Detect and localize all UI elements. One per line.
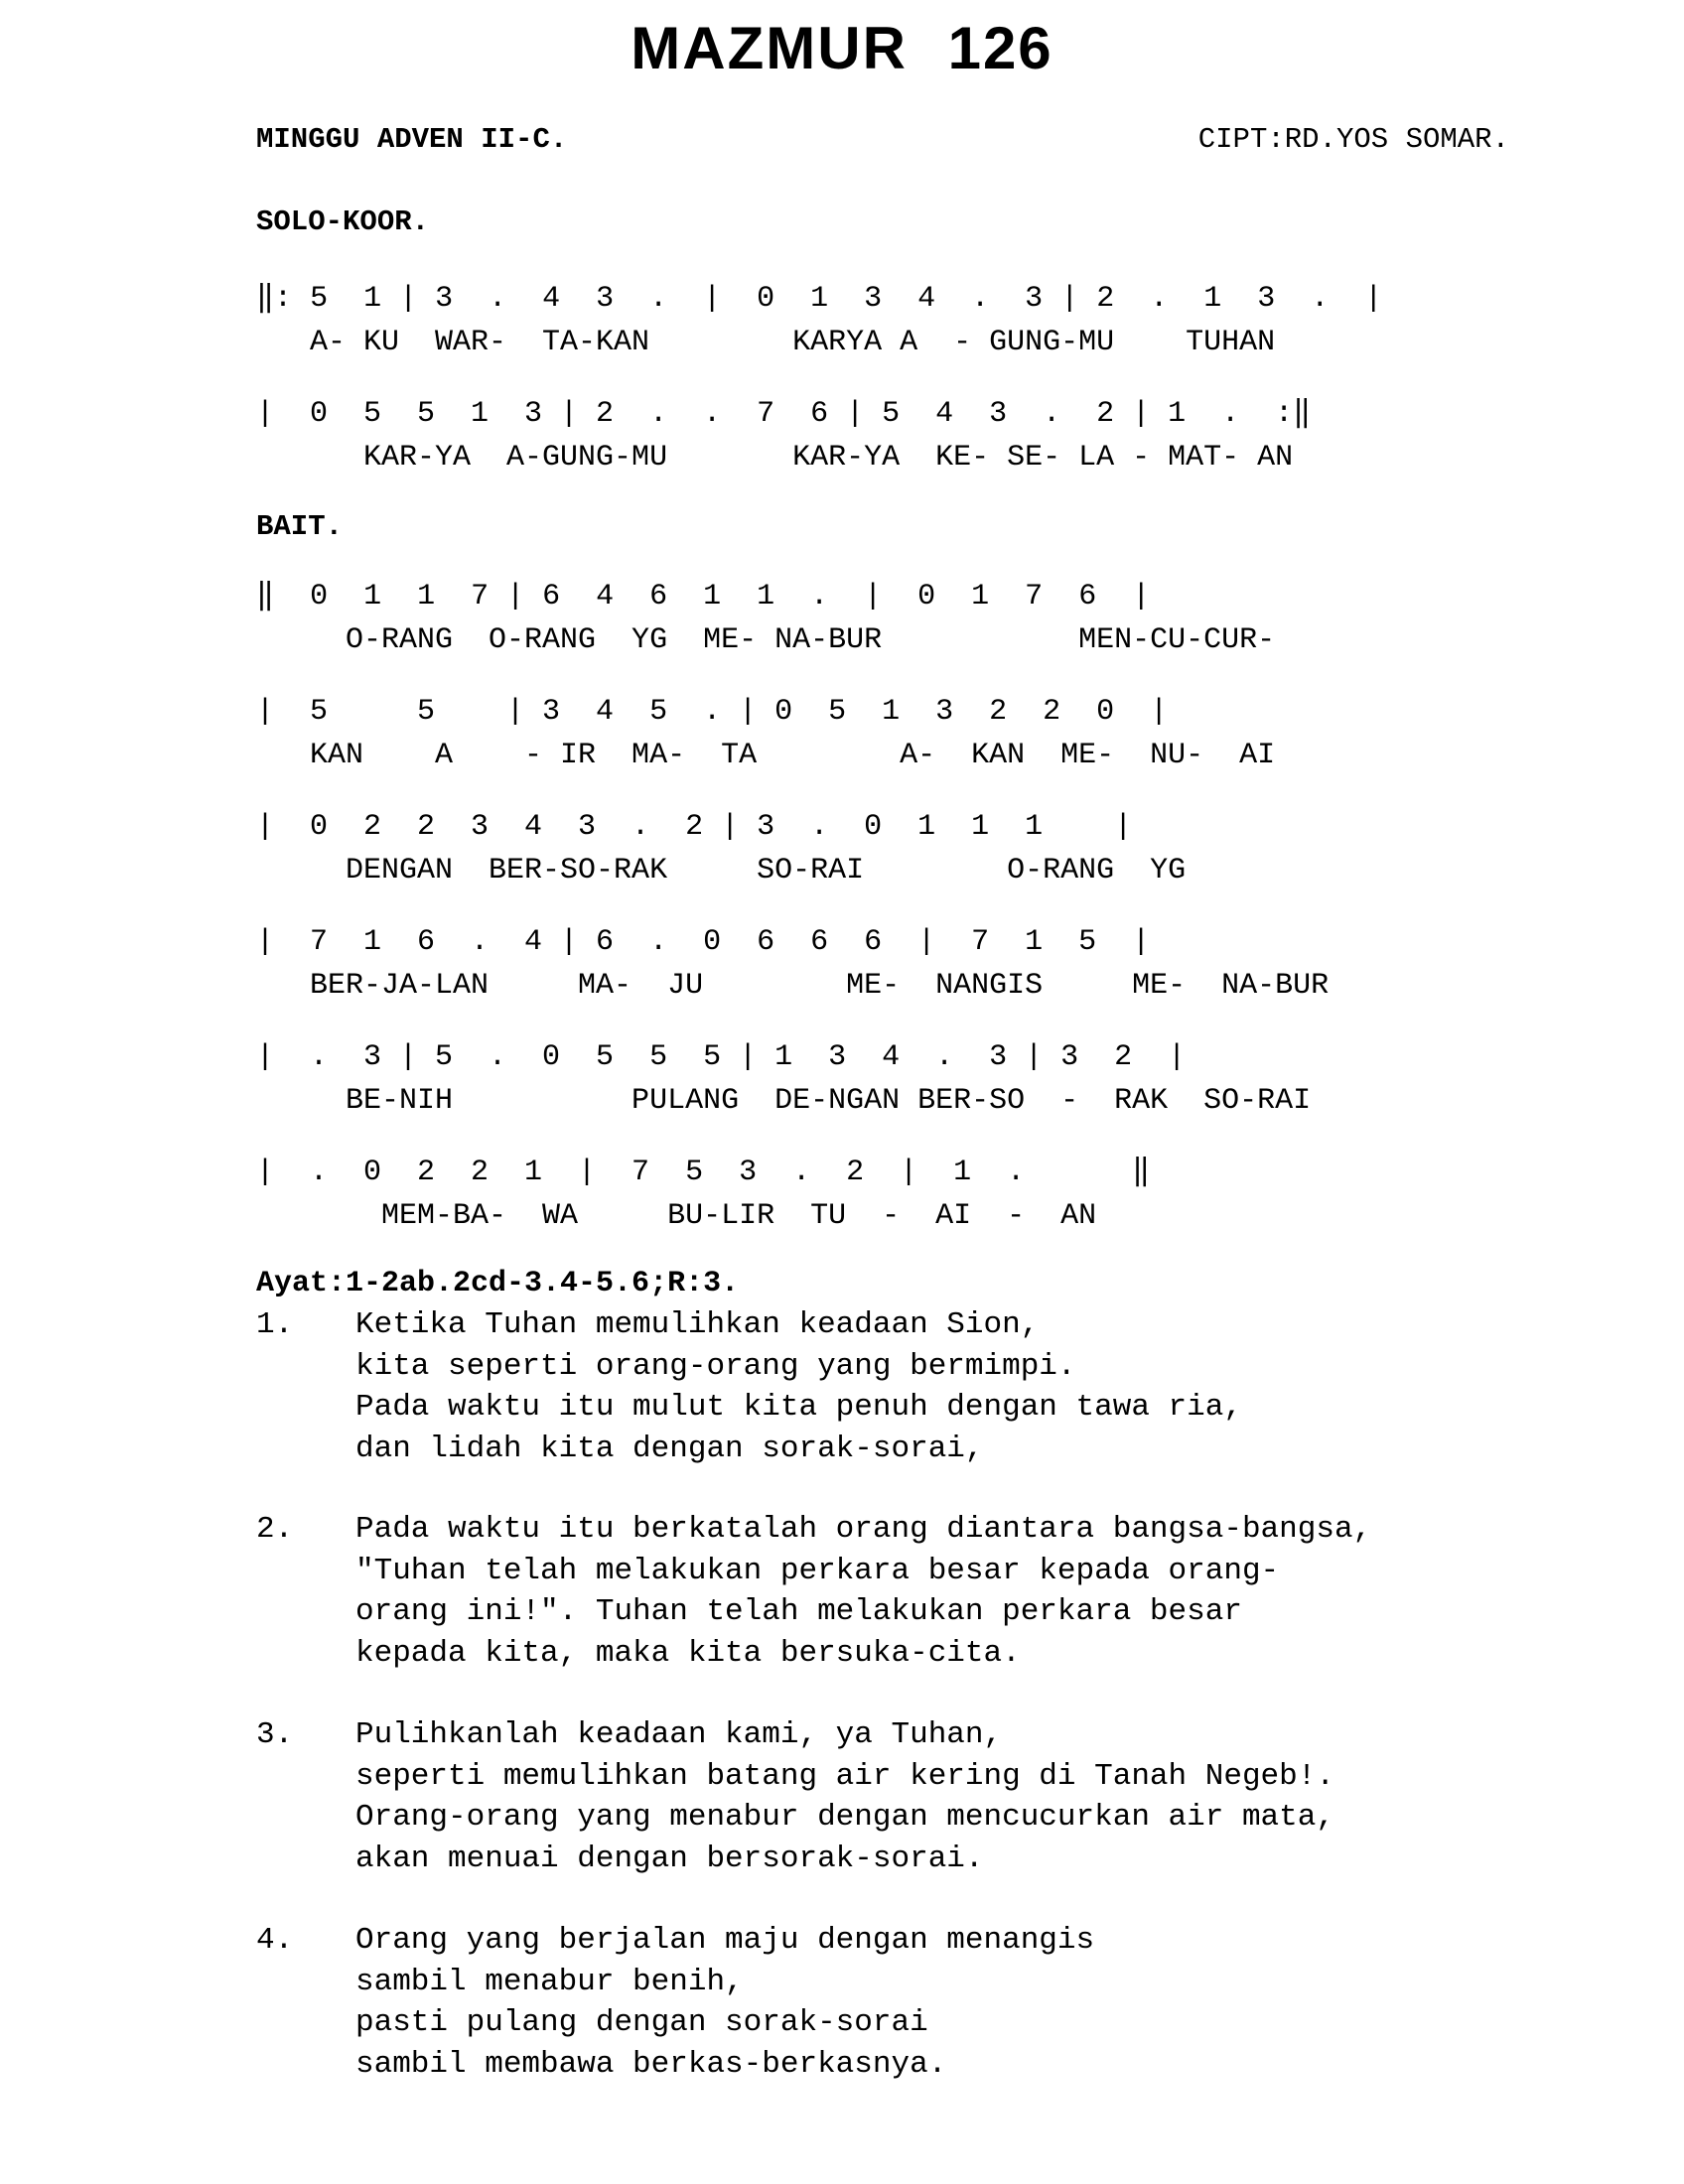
lyrics-line: BE-NIH PULANG DE-NGAN BER-SO - RAK SO-RAI (256, 1084, 1312, 1118)
bait-heading: BAIT. (256, 510, 344, 543)
notation-line: ‖ 0 1 1 7 | 6 4 6 1 1 . | 0 1 7 6 | (256, 580, 1151, 614)
lyrics-line: KAR-YA A-GUNG-MU KAR-YA KE- SE- LA - MAT- AN (256, 441, 1294, 475)
verse-line: seperti memulihkan batang air kering di Tanah Negeb!. (355, 1758, 1334, 1794)
solo-koor-heading: SOLO-KOOR. (256, 205, 430, 238)
lyrics-line: A- KU WAR- TA-KAN KARYA A - GUNG-MU TUHAN (256, 326, 1276, 359)
page-title: MAZMUR 126 (631, 15, 1053, 81)
verse-line: Ketika Tuhan memulihkan keadaan Sion, (355, 1307, 1040, 1342)
notation-line: | 5 5 | 3 4 5 . | 0 5 1 3 2 2 0 | (256, 695, 1169, 729)
occasion-label: MINGGU ADVEN II-C. (256, 123, 568, 156)
notation-line: | 0 5 5 1 3 | 2 . . 7 6 | 5 4 3 . 2 | 1 . :‖ (256, 397, 1312, 431)
verse-4 (256, 1920, 1094, 2085)
verse-line: Orang yang berjalan maju dengan menangis (355, 1923, 1095, 1958)
verse-line: pasti pulang dengan sorak-sorai (355, 2005, 928, 2040)
ayat-reference: Ayat:1-2ab.2cd-3.4-5.6;R:3. (256, 1267, 740, 1300)
verse-line: Pada waktu itu berkatalah orang diantara bangsa-bangsa, (355, 1512, 1372, 1547)
verse-number: 3. (256, 1717, 294, 1752)
verse-line: dan lidah kita dengan sorak-sorai, (355, 1431, 984, 1466)
lyrics-line: BER-JA-LAN MA- JU ME- NANGIS ME- NA-BUR (256, 969, 1330, 1003)
notation-line: ‖: 5 1 | 3 . 4 3 . | 0 1 3 4 . 3 | 2 . 1 3 . | (256, 282, 1383, 316)
verse-number: 1. (256, 1307, 294, 1342)
verse-line: kita seperti orang-orang yang bermimpi. (355, 1348, 1076, 1384)
verse-3 (256, 1714, 1334, 1879)
verse-line: Orang-orang yang menabur dengan mencucurkan air mata, (355, 1800, 1334, 1835)
lyrics-line: O-RANG O-RANG YG ME- NA-BUR MEN-CU-CUR- (256, 623, 1276, 657)
lyrics-line: DENGAN BER-SO-RAK SO-RAI O-RANG YG (256, 854, 1187, 887)
verse-line: sambil membawa berkas-berkasnya. (355, 2046, 947, 2082)
verse-line: Pada waktu itu mulut kita penuh dengan tawa ria, (355, 1390, 1242, 1425)
notation-line: | . 3 | 5 . 0 5 5 5 | 1 3 4 . 3 | 3 2 | (256, 1040, 1187, 1074)
verse-2 (256, 1509, 1371, 1674)
verse-line: kepada kita, maka kita bersuka-cita. (355, 1635, 1021, 1671)
notation-line: | 0 2 2 3 4 3 . 2 | 3 . 0 1 1 1 | (256, 810, 1133, 844)
lyrics-line: KAN A - IR MA- TA A- KAN ME- NU- AI (256, 739, 1276, 772)
composer-label: CIPT:RD.YOS SOMAR. (1197, 123, 1509, 156)
verse-line: sambil menabur benih, (355, 1964, 744, 1999)
lyrics-line: MEM-BA- WA BU-LIR TU - AI - AN (256, 1199, 1097, 1233)
verse-number: 2. (256, 1512, 294, 1547)
verse-number: 4. (256, 1923, 294, 1958)
verse-line: Pulihkanlah keadaan kami, ya Tuhan, (355, 1717, 1003, 1752)
notation-line: | . 0 2 2 1 | 7 5 3 . 2 | 1 . ‖ (256, 1156, 1151, 1189)
verse-1 (256, 1304, 1242, 1469)
verse-line: akan menuai dengan bersorak-sorai. (355, 1841, 984, 1876)
notation-line: | 7 1 6 . 4 | 6 . 0 6 6 6 | 7 1 5 | (256, 925, 1151, 959)
verse-line: orang ini!". Tuhan telah melakukan perkara besar (355, 1594, 1242, 1629)
verse-line: "Tuhan telah melakukan perkara besar kepada orang- (355, 1553, 1280, 1588)
